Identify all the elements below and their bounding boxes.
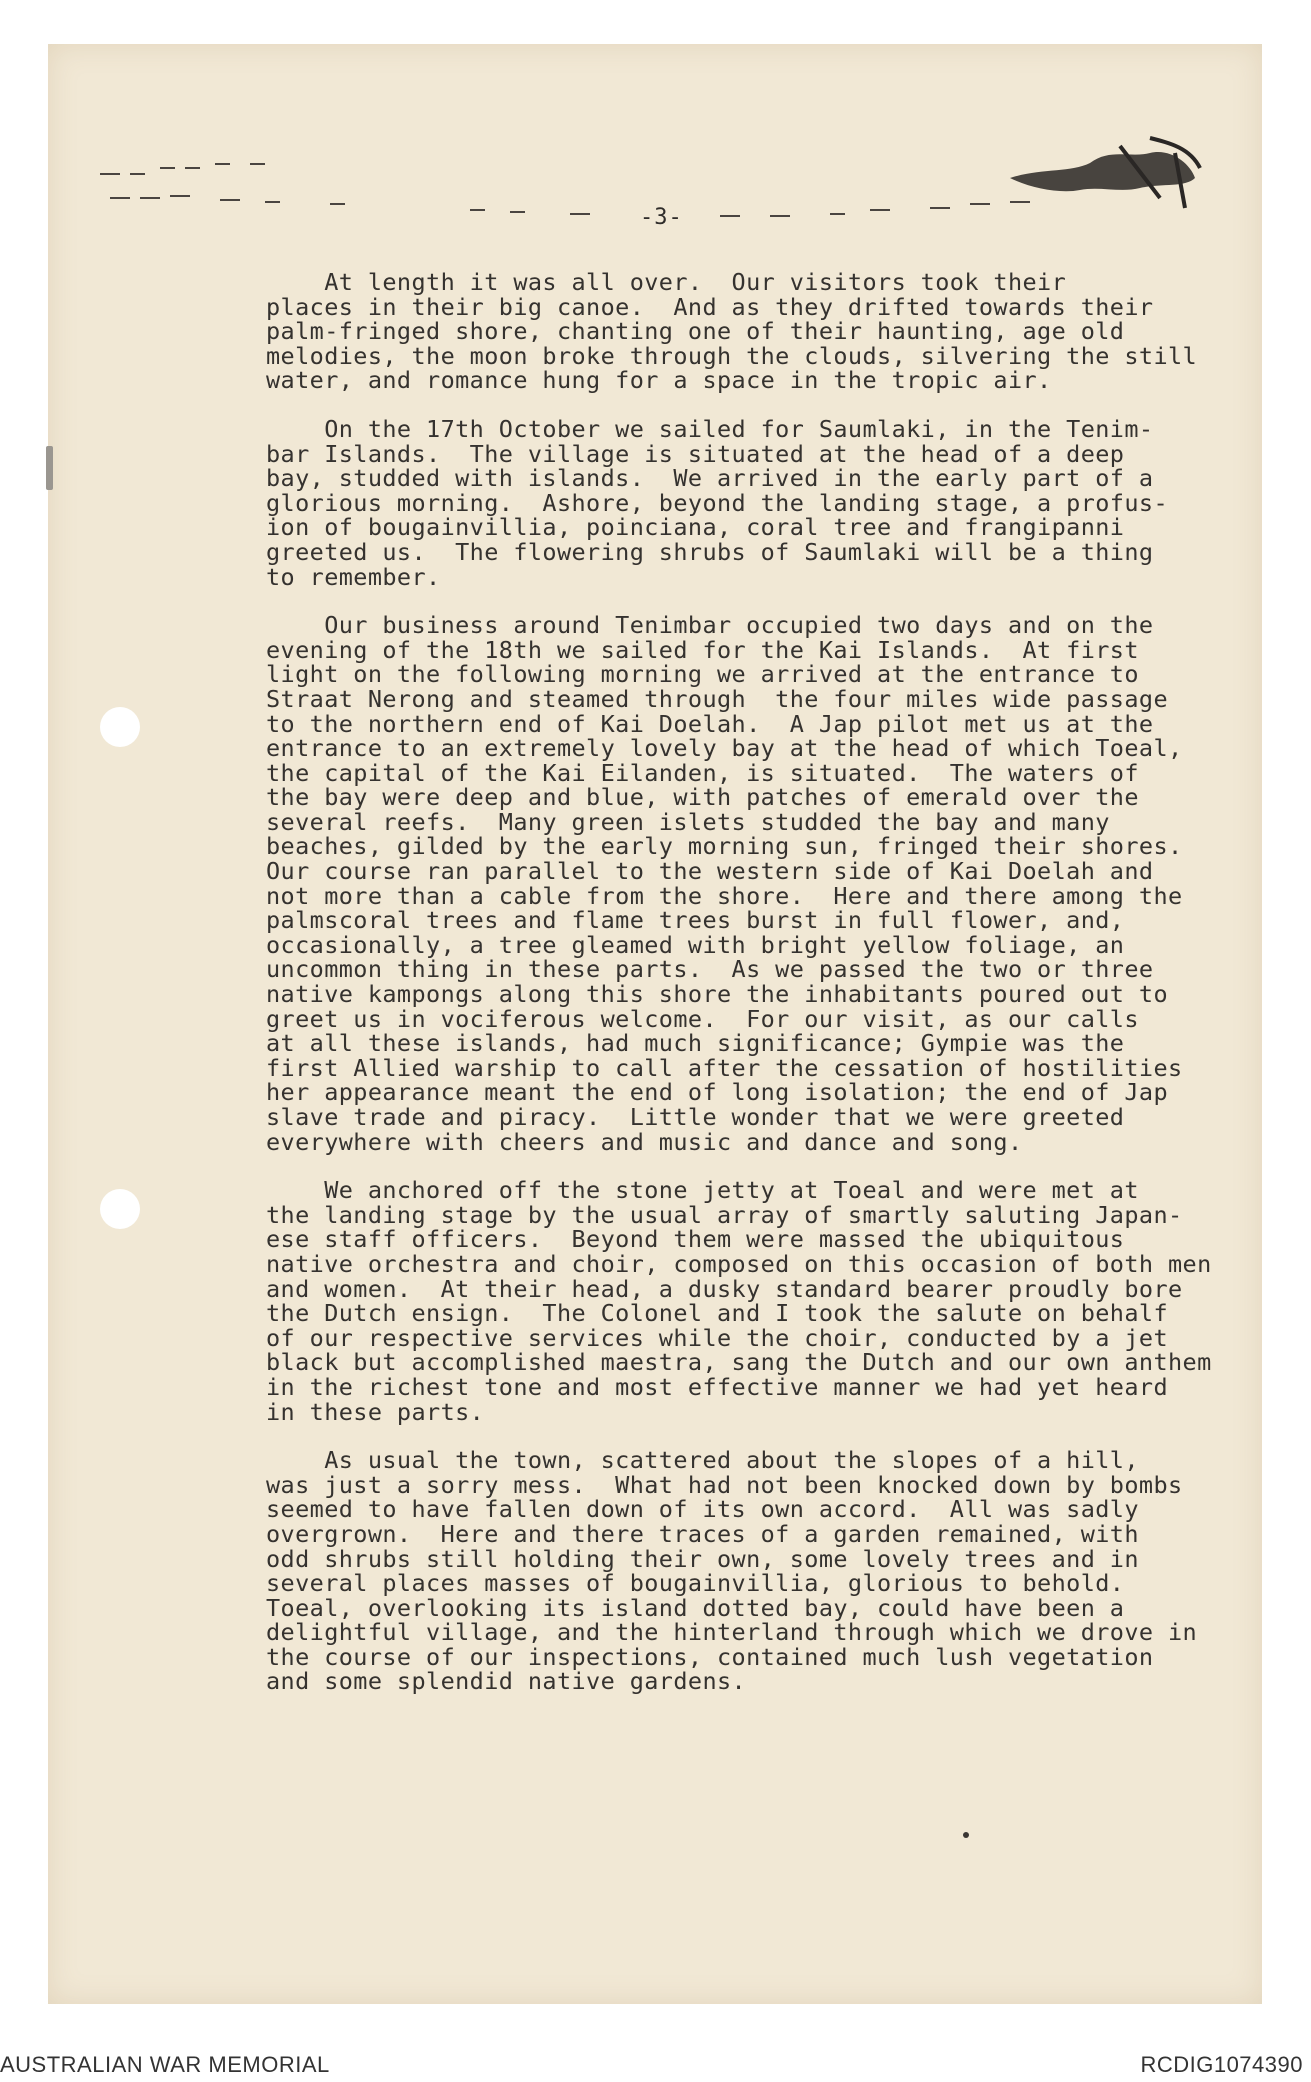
text-line: and women. At their head, a dusky standard bearer proudly bore: [266, 1274, 1183, 1303]
text-line: at all these islands, had much significance; Gympie was the: [266, 1029, 1125, 1058]
text-line: As usual the town, scattered about the slopes of a hill,: [266, 1446, 1139, 1475]
text-line: black but accomplished maestra, sang the Dutch and our own anthem: [266, 1348, 1212, 1377]
text-line: palm-fringed shore, chanting one of their haunting, age old: [266, 317, 1125, 346]
page-number: -3-: [640, 205, 683, 230]
text-line: melodies, the moon broke through the clouds, silvering the still: [266, 341, 1198, 370]
text-line: several places masses of bougainvillia, glorious to behold.: [266, 1569, 1125, 1598]
text-line: the bay were deep and blue, with patches of emerald over the: [266, 783, 1139, 812]
text-line: odd shrubs still holding their own, some lovely trees and in: [266, 1544, 1139, 1573]
text-line: On the 17th October we sailed for Saumlaki, in the Tenim-: [266, 414, 1154, 443]
text-line: the course of our inspections, contained much lush vegetation: [266, 1642, 1154, 1671]
text-line: to remember.: [266, 562, 441, 591]
text-line: the Dutch ensign. The Colonel and I took the salute on behalf: [266, 1299, 1168, 1328]
text-line: ion of bougainvillia, poinciana, coral tree and frangipanni: [266, 513, 1125, 542]
text-line: uncommon thing in these parts. As we passed the two or three: [266, 955, 1154, 984]
text-line: occasionally, a tree gleamed with bright yellow foliage, an: [266, 930, 1125, 959]
archive-footer: [0, 2048, 1311, 2082]
text-line: At length it was all over. Our visitors took their: [266, 268, 1067, 296]
text-line: beaches, gilded by the early morning sun, fringed their shores.: [266, 832, 1183, 861]
text-line: bay, studded with islands. We arrived in the early part of a: [266, 464, 1154, 493]
text-line: glorious morning. Ashore, beyond the landing stage, a profus-: [266, 488, 1168, 517]
footer-institution: AUSTRALIAN WAR MEMORIAL: [0, 2052, 330, 2077]
text-line: delightful village, and the hinterland through which we drove in: [266, 1618, 1198, 1647]
text-line: Straat Nerong and steamed through the four miles wide passage: [266, 684, 1168, 713]
paragraph: [266, 414, 1216, 591]
text-line: slave trade and piracy. Little wonder that we were greeted: [266, 1103, 1125, 1131]
punch-hole-bottom: [100, 1189, 140, 1229]
footer-record-id: RCDIG1074390: [1140, 2052, 1303, 2077]
text-line: of our respective services while the choir, conducted by a jet: [266, 1323, 1168, 1352]
paragraph: [266, 270, 1216, 393]
text-line: several reefs. Many green islets studded the bay and many: [266, 807, 1110, 836]
text-line: places in their big canoe. And as they drifted towards their: [266, 292, 1154, 321]
text-line: everywhere with cheers and music and dance and song.: [266, 1127, 1023, 1156]
text-line: not more than a cable from the shore. Here and there among the: [266, 881, 1183, 910]
text-line: light on the following morning we arrived at the entrance to: [266, 660, 1139, 689]
text-line: the landing stage by the usual array of smartly saluting Japan-: [266, 1200, 1183, 1229]
text-line: was just a sorry mess. What had not been knocked down by bombs: [266, 1470, 1183, 1499]
ink-scribble: [1000, 118, 1210, 228]
dashed-rule-marks: [90, 160, 1140, 230]
text-line: bar Islands. The village is situated at the head of a deep: [266, 439, 1125, 468]
text-line: her appearance meant the end of long isolation; the end of Jap: [266, 1078, 1168, 1107]
ink-dot: [963, 1832, 969, 1838]
text-line: Toeal, overlooking its island dotted bay, could have been a: [266, 1593, 1125, 1622]
text-line: Our business around Tenimbar occupied two days and on the: [266, 611, 1154, 640]
text-line: evening of the 18th we sailed for the Kai Islands. At first: [266, 635, 1139, 664]
text-line: the capital of the Kai Eilanden, is situated. The waters of: [266, 758, 1139, 787]
punch-hole-top: [100, 707, 140, 747]
text-line: first Allied warship to call after the cessation of hostilities: [266, 1053, 1183, 1082]
typed-body-text: [266, 270, 1216, 1718]
paragraph: [266, 1448, 1216, 1694]
text-line: water, and romance hung for a space in the tropic air.: [266, 366, 1052, 395]
text-line: Our course ran parallel to the western side of Kai Doelah and: [266, 857, 1154, 886]
text-line: to the northern end of Kai Doelah. A Jap pilot met us at the: [266, 709, 1154, 738]
text-line: in these parts.: [266, 1397, 485, 1426]
text-line: greeted us. The flowering shrubs of Saumlaki will be a thing: [266, 537, 1154, 566]
text-line: and some splendid native gardens.: [266, 1667, 747, 1696]
text-line: palmscoral trees and flame trees burst in full flower, and,: [266, 906, 1125, 935]
text-line: We anchored off the stone jetty at Toeal and were met at: [266, 1176, 1139, 1205]
text-line: seemed to have fallen down of its own accord. All was sadly: [266, 1495, 1139, 1524]
text-line: native orchestra and choir, composed on this occasion of both men: [266, 1249, 1212, 1278]
text-line: entrance to an extremely lovely bay at the head of which Toeal,: [266, 734, 1183, 763]
paragraph: [266, 613, 1216, 1154]
edge-mark: [46, 446, 53, 490]
text-line: greet us in vociferous welcome. For our visit, as our calls: [266, 1004, 1139, 1033]
text-line: in the richest tone and most effective manner we had yet heard: [266, 1372, 1168, 1401]
text-line: native kampongs along this shore the inhabitants poured out to: [266, 980, 1168, 1009]
text-line: overgrown. Here and there traces of a garden remained, with: [266, 1519, 1139, 1548]
paragraph: [266, 1178, 1216, 1424]
text-line: ese staff officers. Beyond them were massed the ubiquitous: [266, 1225, 1125, 1254]
